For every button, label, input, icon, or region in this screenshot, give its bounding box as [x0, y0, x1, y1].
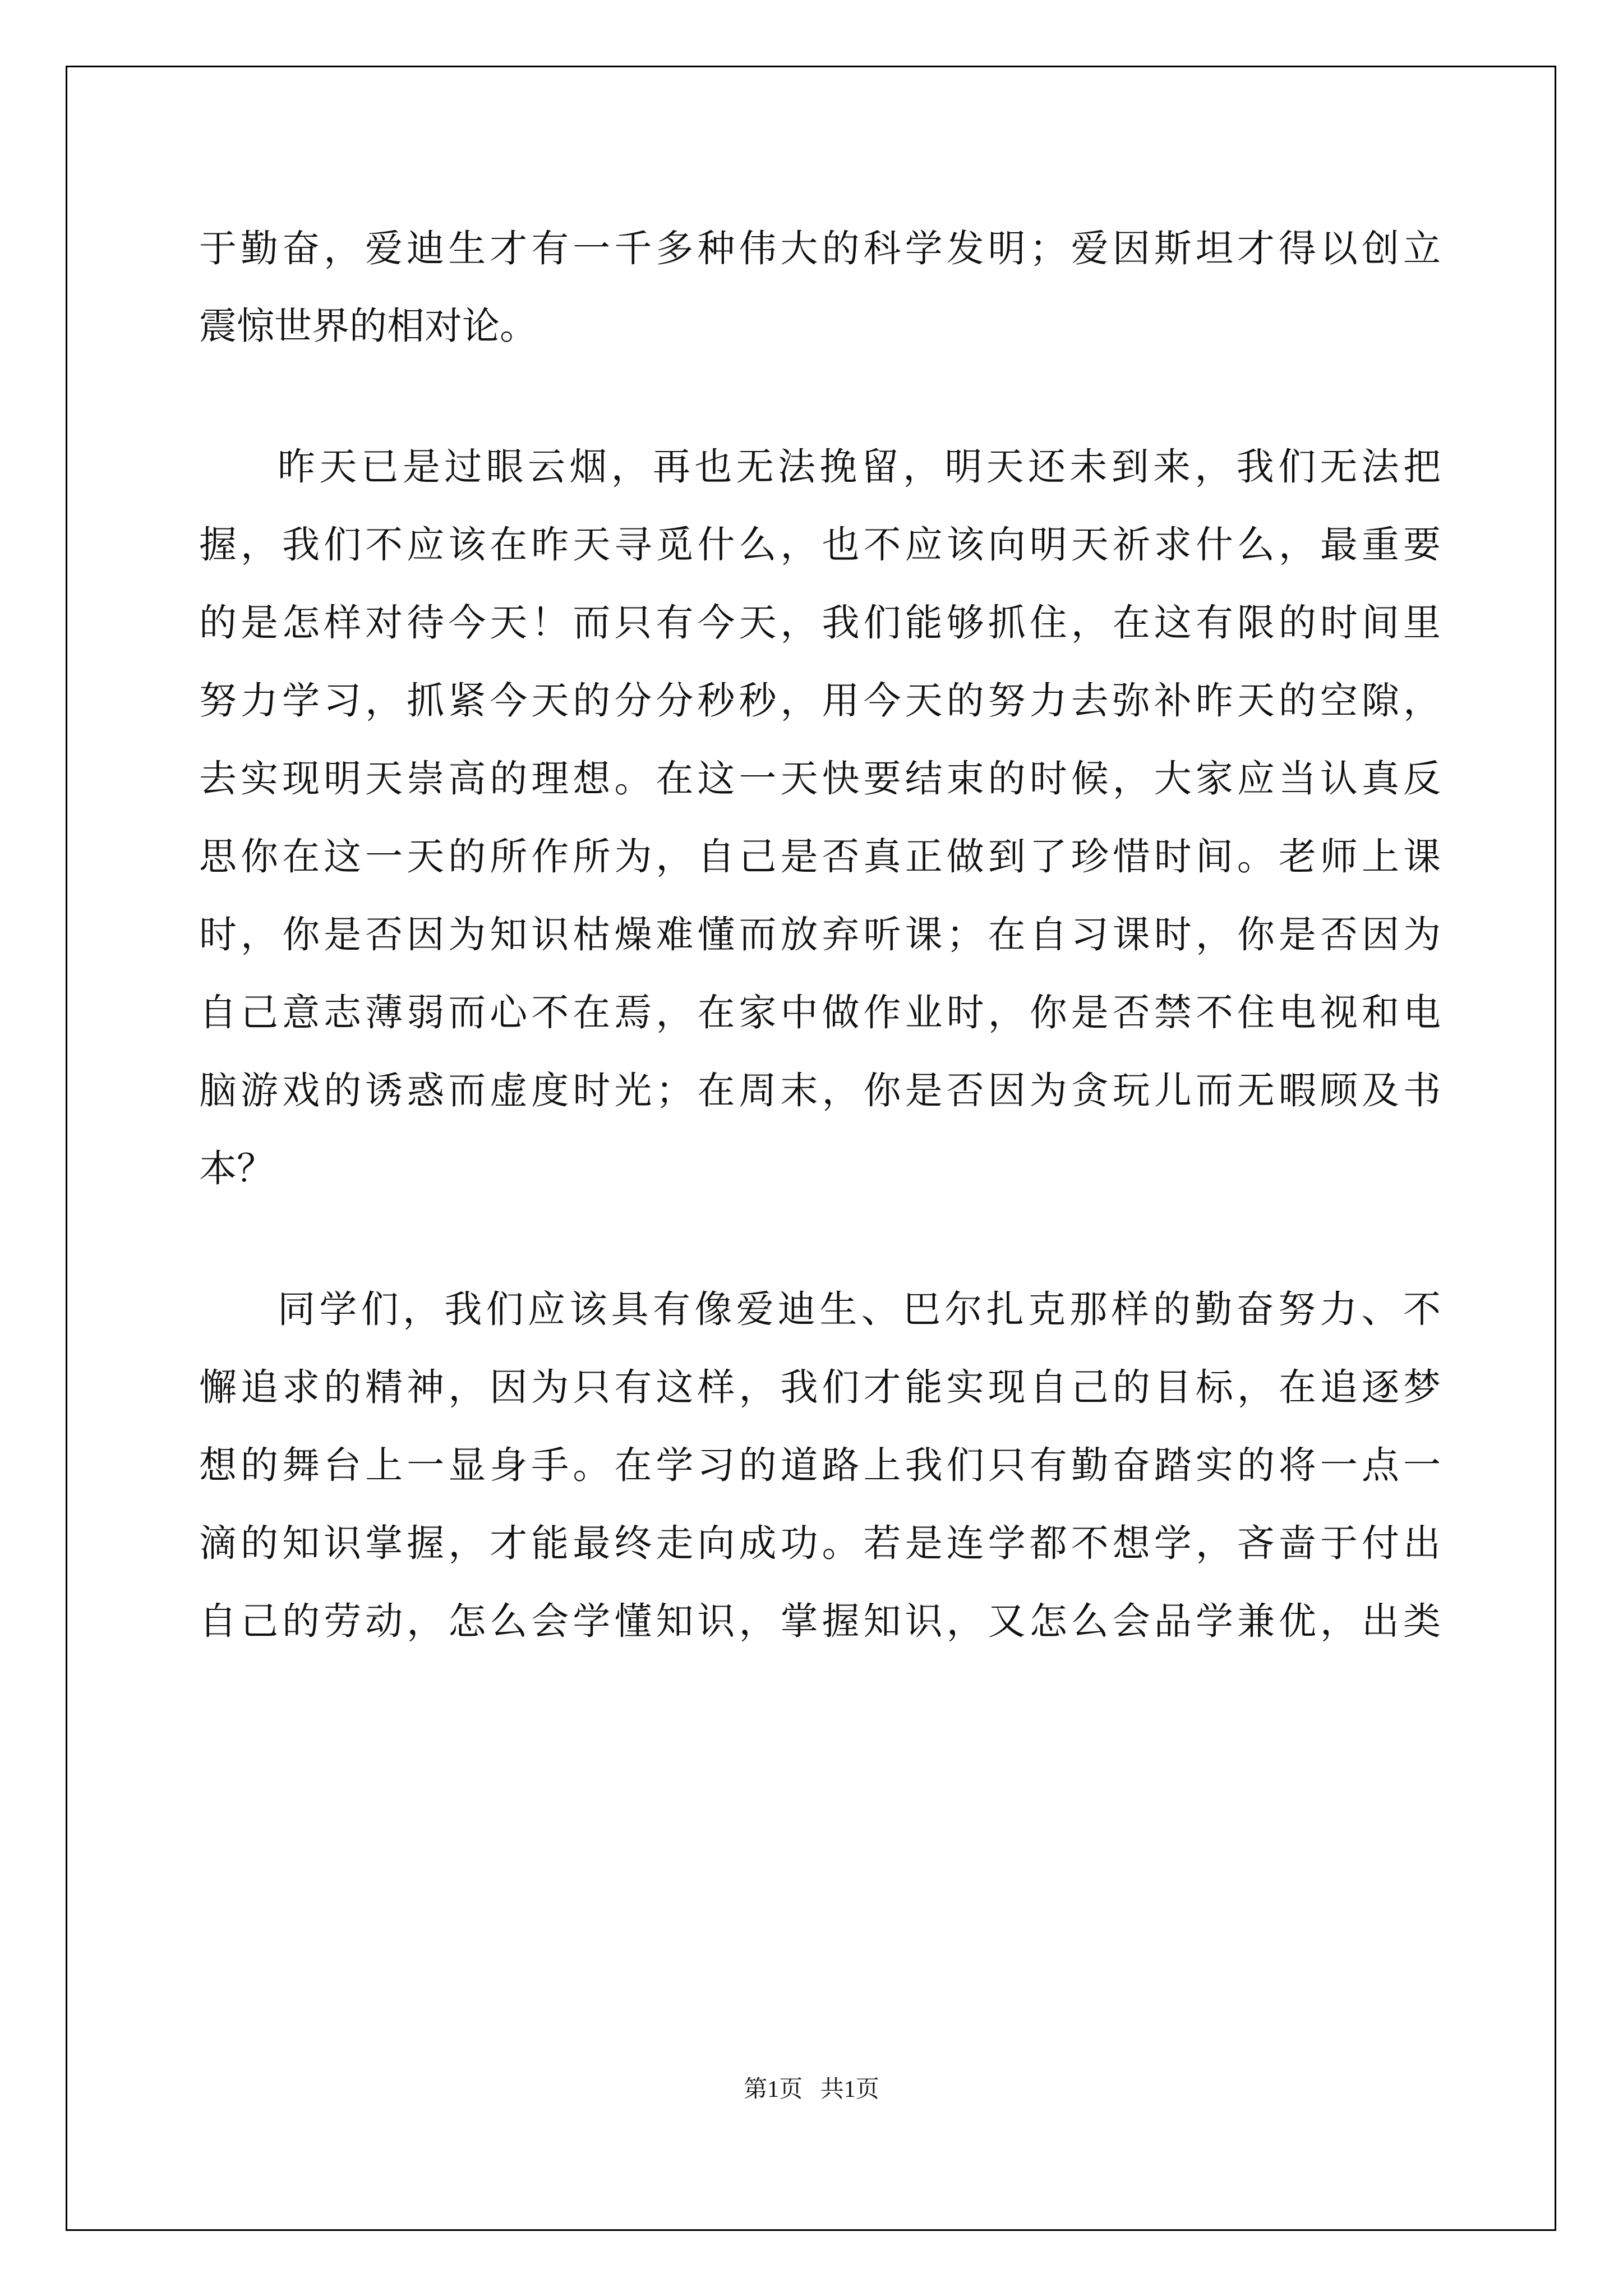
- page-footer: 第1页 共1页: [744, 2077, 879, 2102]
- text-line: 同学们，我们应该具有像爱迪生、巴尔扎克那样的勤奋努力、不: [278, 1287, 1441, 1331]
- text-line: 自己的劳动，怎么会学懂知识，掌握知识，又怎么会品学兼优，出类: [199, 1599, 1441, 1643]
- text-line: 震惊世界的相对论。: [199, 304, 537, 348]
- text-line: 努力学习，抓紧今天的分分秒秒，用今天的努力去弥补昨天的空隙，: [199, 679, 1441, 723]
- text-line: 思你在这一天的所作所为，自己是否真正做到了珍惜时间。老师上课: [199, 835, 1441, 878]
- text-line: 握，我们不应该在昨天寻觅什么，也不应该向明天祈求什么，最重要: [199, 523, 1441, 567]
- text-line: 自己意志薄弱而心不在焉，在家中做作业时，你是否禁不住电视和电: [199, 991, 1441, 1034]
- text-line: 于勤奋，爱迪生才有一千多种伟大的科学发明；爱因斯坦才得以创立: [199, 227, 1441, 270]
- text-line: 时，你是否因为知识枯燥难懂而放弃听课；在自习课时，你是否因为: [199, 913, 1441, 956]
- text-line: 滴的知识掌握，才能最终走向成功。若是连学都不想学，吝啬于付出: [199, 1521, 1441, 1565]
- text-line: 的是怎样对待今天！而只有今天，我们能够抓住，在这有限的时间里: [199, 601, 1441, 645]
- text-line: 昨天已是过眼云烟，再也无法挽留，明天还未到来，我们无法把: [278, 445, 1441, 489]
- text-line: 脑游戏的诱惑而虚度时光；在周末，你是否因为贪玩儿而无暇顾及书: [199, 1069, 1441, 1112]
- text-line: 懈追求的精神，因为只有这样，我们才能实现自己的目标，在追逐梦: [199, 1365, 1441, 1409]
- text-line: 去实现明天崇高的理想。在这一天快要结束的时候，大家应当认真反: [199, 757, 1441, 800]
- text-line: 想的舞台上一显身手。在学习的道路上我们只有勤奋踏实的将一点一: [199, 1443, 1441, 1487]
- text-line: 本？: [199, 1147, 274, 1190]
